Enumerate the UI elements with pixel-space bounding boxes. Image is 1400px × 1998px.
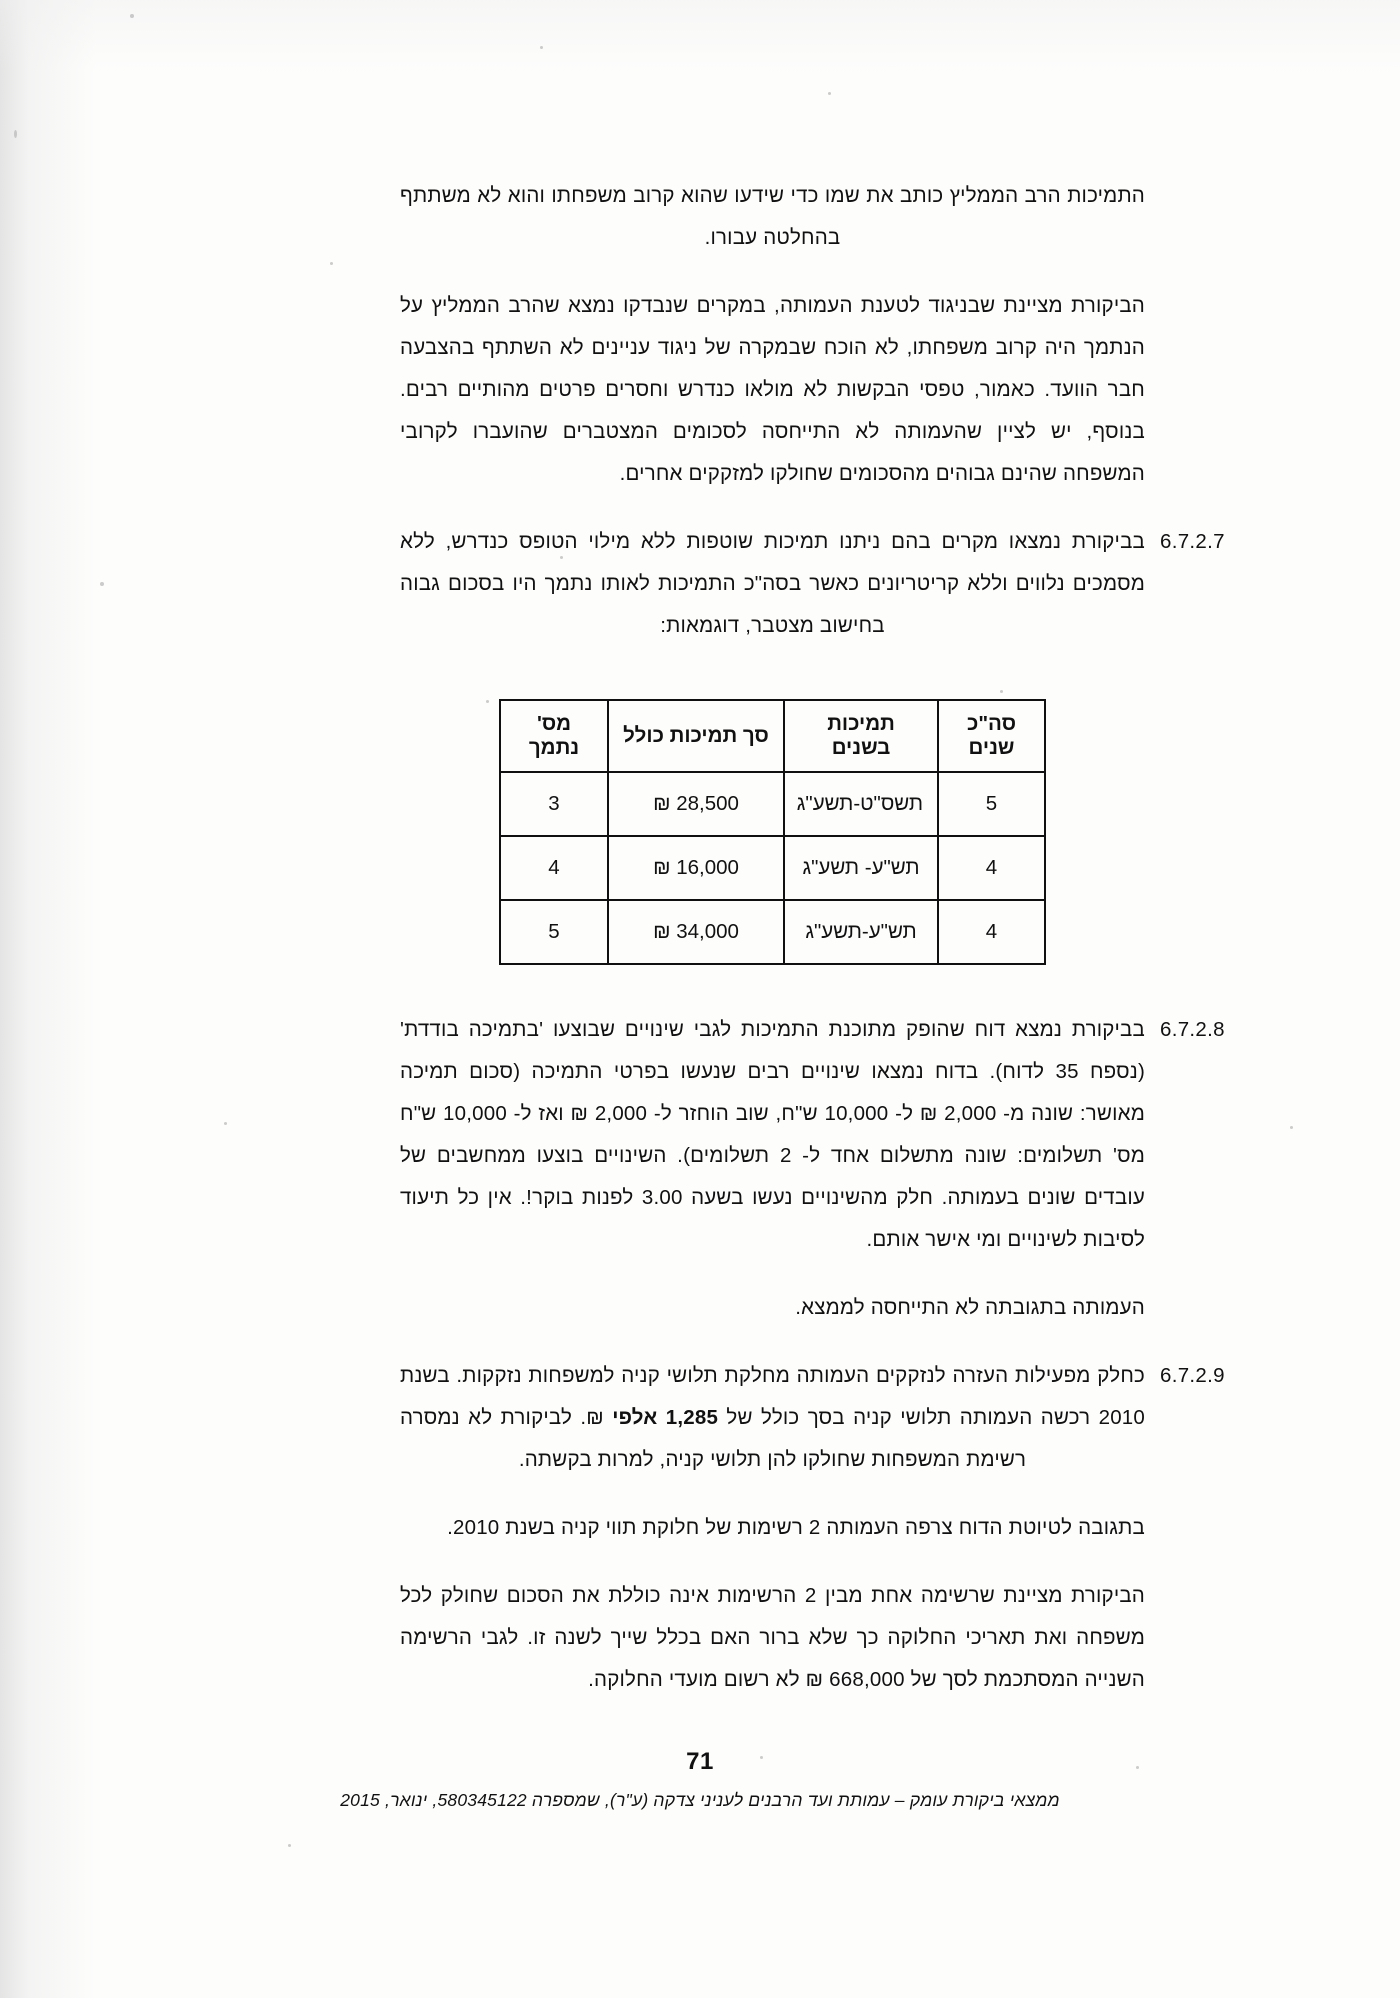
cell-years: תש"ע-תשע"ג xyxy=(784,900,938,964)
cell-supported-id: 3 xyxy=(500,772,608,836)
section-6-7-2-9 xyxy=(400,1355,1225,1481)
paragraph-block xyxy=(400,285,1145,495)
table-header-supported-id: מס' נתמך xyxy=(500,700,608,772)
section-text-6-7-2-9 xyxy=(400,1355,1145,1481)
footer-note: ממצאי ביקורת עומק – עמותת ועד הרבנים לעניני צדקה (ע"ר), שמספרה 580345122, ינואר, 2015 xyxy=(340,1790,1060,1810)
scan-speck xyxy=(1290,1126,1293,1129)
paragraph-draft-response: בתגובה לטיוטת הדוח צרפה העמותה 2 רשימות של חלוקת תווי קניה בשנת 2010. xyxy=(447,1516,1145,1539)
cell-total-support: 28,500 ₪ xyxy=(608,772,784,836)
paragraph-association-response: העמותה בתגובתה לא התייחסה לממצא. xyxy=(795,1296,1145,1319)
section-number-6-7-2-7: 6.7.2.7 xyxy=(1160,530,1225,553)
scan-speck xyxy=(224,1122,227,1125)
table-header-total-years: סה"כ שנים xyxy=(938,700,1045,772)
paragraph-intro: התמיכות הרב הממליץ כותב את שמו כדי שידעו שהוא קרוב משפחתו והוא לא משתתף בהחלטה עבורו. xyxy=(400,184,1145,249)
paragraph-audit-note: הביקורת מציינת שבניגוד לטענת העמותה, במקרים שנבדקו נמצא שהרב הממליץ על הנתמך היה קרוב משפחתו, לא הוכח שבמקרה של ניגוד עניינים לא השתתף בהצבעה חבר הוועד. כאמור, טפסי הבקשות לא מולאו כנדרש וחסרים פרטים מהותיים רבים. בנוסף, יש לציין שהעמותה לא התייחסה לסכומים המצטברים שהועברו לקרובי המשפחה שהינם גבוהים מהסכומים שחולקו למזקקים אחרים. xyxy=(400,294,1145,485)
table-row xyxy=(500,772,1045,836)
voucher-amount-highlight: 1,285 אלפי xyxy=(612,1406,719,1429)
section-text-6-7-2-9-part-b: ₪. לביקורת לא נמסרה רשימת המשפחות שחולקו להן תלושי קניה, למרות בקשתה. xyxy=(400,1406,1027,1471)
cell-total-support: 34,000 ₪ xyxy=(608,900,784,964)
table-header-years: תמיכות בשנים xyxy=(784,700,938,772)
section-6-7-2-8 xyxy=(400,1009,1225,1261)
cell-total-support: 16,000 ₪ xyxy=(608,836,784,900)
cell-total-years: 4 xyxy=(938,836,1045,900)
cell-total-years: 5 xyxy=(938,772,1045,836)
scan-speck xyxy=(130,14,134,18)
scan-speck xyxy=(330,262,333,265)
scan-edge-shadow-left xyxy=(0,0,96,1998)
page-number: 71 xyxy=(686,1748,714,1775)
section-text-6-7-2-7: בביקורת נמצאו מקרים בהם ניתנו תמיכות שוטפות ללא מילוי הטופס כנדרש, ללא מסמכים נלווים וללא קריטריונים כאשר בסה"כ התמיכות לאותו נתמך היו בסכום גבוה בחישוב מצטבר, דוגמאות: xyxy=(400,530,1145,637)
section-text-6-7-2-9-part-a: כחלק מפעילות העזרה לנזקקים העמותה מחלקת תלושי קניה למשפחות נזקקות. בשנת 2010 רכשה העמותה תלושי קניה בסך כולל של xyxy=(400,1364,1145,1429)
paragraph-block xyxy=(400,1287,1145,1329)
scan-speck xyxy=(100,582,104,586)
scan-speck xyxy=(828,92,831,95)
paragraph-list-finding: הביקורת מציינת שרשימה אחת מבין 2 הרשימות אינה כוללת את הסכום שחולק לכל משפחה ואת תאריכי החלוקה כך שלא ברור האם בכלל שייך לשנה זו. לגבי הרשימה השנייה המסתכמת לסך של 668,000 ₪ לא רשום מועדי החלוקה. xyxy=(400,1584,1145,1691)
table-row xyxy=(500,836,1045,900)
scan-speck xyxy=(540,46,543,49)
cell-supported-id: 5 xyxy=(500,900,608,964)
support-table-wrapper xyxy=(400,699,1145,965)
section-number-6-7-2-8: 6.7.2.8 xyxy=(1160,1018,1225,1041)
support-examples-table xyxy=(499,699,1046,965)
paragraph-block xyxy=(400,1507,1145,1549)
cell-years: תשס"ט-תשע"ג xyxy=(784,772,938,836)
table-row xyxy=(500,900,1045,964)
scan-edge-shadow-top xyxy=(0,0,1400,70)
paragraph-block xyxy=(400,175,1145,259)
document-body xyxy=(400,175,1225,1727)
paragraph-block xyxy=(400,1575,1145,1701)
section-number-6-7-2-9: 6.7.2.9 xyxy=(1160,1364,1225,1387)
scan-speck xyxy=(288,1844,291,1847)
cell-total-years: 4 xyxy=(938,900,1045,964)
table-header-row xyxy=(500,700,1045,772)
scan-speck xyxy=(14,130,17,138)
table-header-total-support: סך תמיכות כולל xyxy=(608,700,784,772)
cell-supported-id: 4 xyxy=(500,836,608,900)
section-text-6-7-2-8: בביקורת נמצא דוח שהופק מתוכנת התמיכות לגבי שינויים שבוצעו 'בתמיכה בודדת' (נספח 35 לדוח). בדוח נמצאו שינויים רבים שנעשו בפרטי התמיכה (סכום תמיכה מאושר: שונה מ- 2,000 ₪ ל- 10,000 ש"ח, שוב הוחזר ל- 2,000 ₪ ואז ל- 10,000 ש"ח מס' תשלומים: שונה מתשלום אחד ל- 2 תשלומים). השינויים בוצעו ממחשבים של עובדים שונים בעמותה. חלק מהשינויים נעשו בשעה 3.00 לפנות בוקר!. אין כל תיעוד לסיבות לשינויים ומי אישר אותם. xyxy=(400,1018,1146,1251)
section-6-7-2-7 xyxy=(400,521,1225,647)
cell-years: תש"ע- תשע"ג xyxy=(784,836,938,900)
